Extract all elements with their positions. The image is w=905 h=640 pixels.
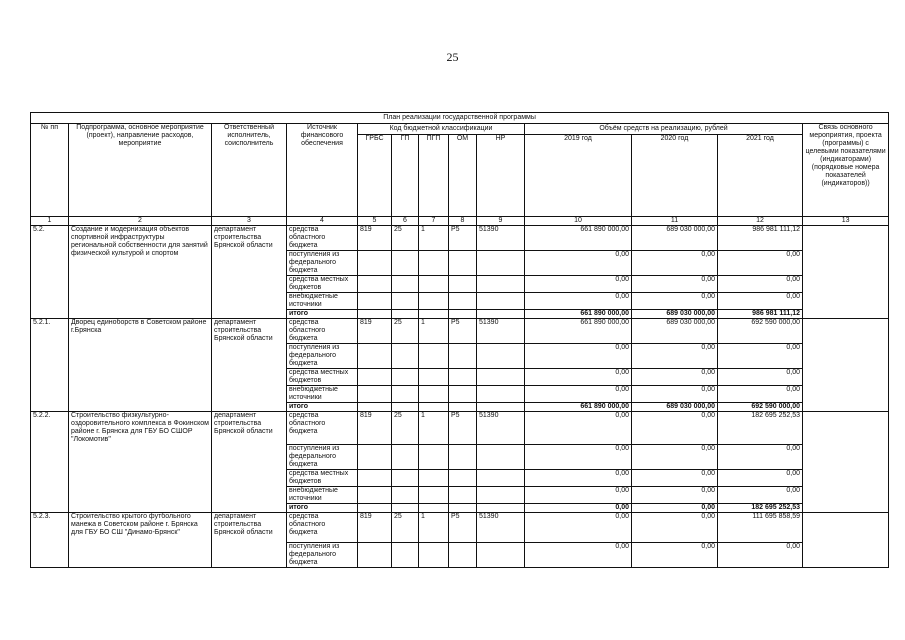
value-2019: 0,00 bbox=[525, 470, 632, 487]
value-2019: 0,00 bbox=[525, 487, 632, 504]
header-nr: НР bbox=[477, 135, 525, 217]
source-federal: поступления из федерального бюджета bbox=[287, 445, 358, 470]
value-2019: 0,00 bbox=[525, 369, 632, 386]
table-row bbox=[31, 319, 889, 344]
total-2019: 661 890 000,00 bbox=[525, 403, 632, 412]
code-om: P5 bbox=[449, 412, 477, 445]
row-name: Дворец единоборств в Советском районе г.Брянска bbox=[69, 319, 212, 412]
source-federal: поступления из федерального бюджета bbox=[287, 344, 358, 369]
column-numbers-row bbox=[31, 217, 889, 226]
row-name: Создание и модернизация объектов спортивной инфраструктуры региональной собственности для занятий физической культурой и спортом bbox=[69, 226, 212, 319]
value-2021: 0,00 bbox=[718, 487, 803, 504]
row-link bbox=[803, 412, 889, 513]
value-2019: 0,00 bbox=[525, 251, 632, 276]
value-2020: 0,00 bbox=[632, 276, 718, 293]
source-local: средства местных бюджетов bbox=[287, 369, 358, 386]
value-2020: 0,00 bbox=[632, 369, 718, 386]
col-number: 3 bbox=[212, 217, 287, 226]
value-2019: 0,00 bbox=[525, 445, 632, 470]
value-2021: 111 695 858,59 bbox=[718, 513, 803, 543]
col-number: 13 bbox=[803, 217, 889, 226]
col-number: 8 bbox=[449, 217, 477, 226]
total-2020: 689 030 000,00 bbox=[632, 310, 718, 319]
code-grbs: 819 bbox=[358, 319, 392, 344]
total-2021: 182 695 252,53 bbox=[718, 504, 803, 513]
value-2019: 0,00 bbox=[525, 543, 632, 568]
source-extra: внебюджетные источники bbox=[287, 293, 358, 310]
code-gp: 25 bbox=[392, 513, 419, 543]
header-pgp: ПГП bbox=[419, 135, 449, 217]
header-source: Источник финансового обеспечения bbox=[287, 124, 358, 217]
value-2021: 0,00 bbox=[718, 470, 803, 487]
value-2020: 0,00 bbox=[632, 445, 718, 470]
table-row bbox=[31, 226, 889, 251]
code-nr: 51390 bbox=[477, 412, 525, 445]
value-2019: 0,00 bbox=[525, 344, 632, 369]
row-executor: департамент строительства Брянской области bbox=[212, 513, 287, 568]
value-2020: 0,00 bbox=[632, 293, 718, 310]
header-2021: 2021 год bbox=[718, 135, 803, 217]
source-federal: поступления из федерального бюджета bbox=[287, 543, 358, 568]
header-executor: Ответственный исполнитель, соисполнитель bbox=[212, 124, 287, 217]
source-total: итого bbox=[287, 310, 358, 319]
table-caption: План реализации государственной программы bbox=[31, 113, 889, 124]
value-2020: 0,00 bbox=[632, 513, 718, 543]
header-om: ОМ bbox=[449, 135, 477, 217]
row-name: Строительство крытого футбольного манежа в Советском районе г. Брянска для ГБУ БО СШ "Динамо-Брянск" bbox=[69, 513, 212, 568]
header-volume: Объём средств на реализацию, рублей bbox=[525, 124, 803, 135]
source-extra: внебюджетные источники bbox=[287, 487, 358, 504]
value-2021: 986 981 111,12 bbox=[718, 226, 803, 251]
col-number: 6 bbox=[392, 217, 419, 226]
code-grbs: 819 bbox=[358, 226, 392, 251]
code-grbs: 819 bbox=[358, 412, 392, 445]
source-regional: средства областного бюджета bbox=[287, 319, 358, 344]
source-extra: внебюджетные источники bbox=[287, 386, 358, 403]
value-2021: 0,00 bbox=[718, 369, 803, 386]
source-regional: средства областного бюджета bbox=[287, 226, 358, 251]
value-2020: 0,00 bbox=[632, 470, 718, 487]
value-2020: 0,00 bbox=[632, 412, 718, 445]
total-2019: 661 890 000,00 bbox=[525, 310, 632, 319]
col-number: 5 bbox=[358, 217, 392, 226]
row-name: Строительство физкультурно-оздоровительного комплекса в Фокинском районе г. Брянска для ГБУ БО СШОР "Локомотив" bbox=[69, 412, 212, 513]
value-2021: 692 590 000,00 bbox=[718, 319, 803, 344]
row-executor: департамент строительства Брянской области bbox=[212, 226, 287, 319]
header-budget-code: Код бюджетной классификации bbox=[358, 124, 525, 135]
col-number: 4 bbox=[287, 217, 358, 226]
col-number: 1 bbox=[31, 217, 69, 226]
table-row bbox=[31, 513, 889, 543]
col-number: 11 bbox=[632, 217, 718, 226]
code-pgp: 1 bbox=[419, 226, 449, 251]
row-link bbox=[803, 319, 889, 412]
source-total: итого bbox=[287, 504, 358, 513]
value-2021: 0,00 bbox=[718, 386, 803, 403]
row-link bbox=[803, 513, 889, 568]
source-regional: средства областного бюджета bbox=[287, 513, 358, 543]
header-subprogram: Подпрограмма, основное мероприятие (проект), направление расходов, мероприятие bbox=[69, 124, 212, 217]
value-2019: 0,00 bbox=[525, 293, 632, 310]
value-2020: 0,00 bbox=[632, 543, 718, 568]
col-number: 12 bbox=[718, 217, 803, 226]
value-2019: 0,00 bbox=[525, 386, 632, 403]
total-2021: 692 590 000,00 bbox=[718, 403, 803, 412]
table-row bbox=[31, 412, 889, 445]
row-num: 5.2.1. bbox=[31, 319, 69, 412]
code-pgp: 1 bbox=[419, 412, 449, 445]
code-pgp: 1 bbox=[419, 513, 449, 543]
value-2019: 661 890 000,00 bbox=[525, 319, 632, 344]
value-2021: 0,00 bbox=[718, 251, 803, 276]
value-2019: 0,00 bbox=[525, 513, 632, 543]
col-number: 7 bbox=[419, 217, 449, 226]
source-federal: поступления из федерального бюджета bbox=[287, 251, 358, 276]
header-link: Связь основного мероприятия, проекта (программы) с целевыми показателями (индикаторами) (порядковые номера показателей (индикаторов)) bbox=[803, 124, 889, 217]
value-2021: 0,00 bbox=[718, 543, 803, 568]
code-grbs: 819 bbox=[358, 513, 392, 543]
source-regional: средства областного бюджета bbox=[287, 412, 358, 445]
value-2021: 0,00 bbox=[718, 293, 803, 310]
row-num: 5.2.2. bbox=[31, 412, 69, 513]
code-pgp: 1 bbox=[419, 319, 449, 344]
value-2021: 0,00 bbox=[718, 276, 803, 293]
code-nr: 51390 bbox=[477, 319, 525, 344]
total-2019: 0,00 bbox=[525, 504, 632, 513]
header-2019: 2019 год bbox=[525, 135, 632, 217]
code-nr: 51390 bbox=[477, 226, 525, 251]
header-2020: 2020 год bbox=[632, 135, 718, 217]
code-om: P5 bbox=[449, 513, 477, 543]
header-num: № пп bbox=[31, 124, 69, 217]
plan-table bbox=[30, 112, 889, 568]
total-2020: 689 030 000,00 bbox=[632, 403, 718, 412]
code-om: P5 bbox=[449, 319, 477, 344]
page-number: 25 bbox=[446, 50, 459, 64]
row-link bbox=[803, 226, 889, 319]
col-number: 2 bbox=[69, 217, 212, 226]
code-gp: 25 bbox=[392, 226, 419, 251]
value-2021: 182 695 252,53 bbox=[718, 412, 803, 445]
source-local: средства местных бюджетов bbox=[287, 470, 358, 487]
value-2019: 661 890 000,00 bbox=[525, 226, 632, 251]
value-2020: 0,00 bbox=[632, 344, 718, 369]
code-nr: 51390 bbox=[477, 513, 525, 543]
value-2020: 0,00 bbox=[632, 487, 718, 504]
row-num: 5.2.3. bbox=[31, 513, 69, 568]
value-2020: 0,00 bbox=[632, 251, 718, 276]
value-2021: 0,00 bbox=[718, 445, 803, 470]
source-local: средства местных бюджетов bbox=[287, 276, 358, 293]
total-2020: 0,00 bbox=[632, 504, 718, 513]
header-gp: ГП bbox=[392, 135, 419, 217]
value-2021: 0,00 bbox=[718, 344, 803, 369]
code-gp: 25 bbox=[392, 412, 419, 445]
value-2019: 0,00 bbox=[525, 412, 632, 445]
header-grbs: ГРБС bbox=[358, 135, 392, 217]
value-2019: 0,00 bbox=[525, 276, 632, 293]
row-num: 5.2. bbox=[31, 226, 69, 319]
col-number: 9 bbox=[477, 217, 525, 226]
value-2020: 689 030 000,00 bbox=[632, 319, 718, 344]
value-2020: 0,00 bbox=[632, 386, 718, 403]
col-number: 10 bbox=[525, 217, 632, 226]
code-gp: 25 bbox=[392, 319, 419, 344]
value-2020: 689 030 000,00 bbox=[632, 226, 718, 251]
row-executor: департамент строительства Брянской области bbox=[212, 412, 287, 513]
row-executor: департамент строительства Брянской области bbox=[212, 319, 287, 412]
code-om: P5 bbox=[449, 226, 477, 251]
total-2021: 986 981 111,12 bbox=[718, 310, 803, 319]
source-total: итого bbox=[287, 403, 358, 412]
